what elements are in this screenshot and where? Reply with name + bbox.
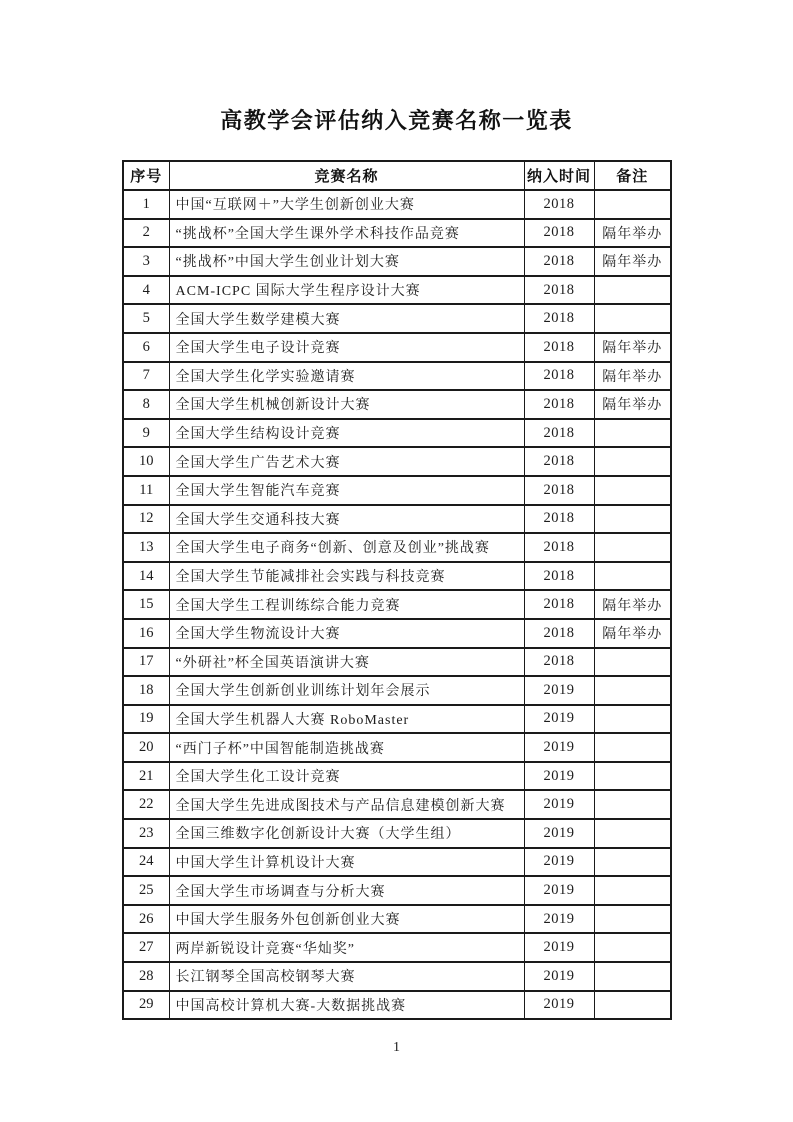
table-row [123, 819, 671, 848]
row-index: 13 [123, 533, 169, 562]
inclusion-year: 2018 [524, 648, 594, 677]
remark [594, 991, 671, 1020]
competition-name: 全国大学生创新创业训练计划年会展示 [169, 676, 524, 705]
row-index: 19 [123, 705, 169, 734]
remark [594, 190, 671, 219]
table-row [123, 590, 671, 619]
table-row [123, 362, 671, 391]
remark [594, 447, 671, 476]
inclusion-year: 2018 [524, 276, 594, 305]
inclusion-year: 2019 [524, 762, 594, 791]
table-row [123, 505, 671, 534]
table-row [123, 333, 671, 362]
inclusion-year: 2019 [524, 991, 594, 1020]
remark [594, 819, 671, 848]
inclusion-year: 2019 [524, 705, 594, 734]
inclusion-year: 2019 [524, 676, 594, 705]
inclusion-year: 2019 [524, 962, 594, 991]
table-row [123, 848, 671, 877]
col-header-remark: 备注 [594, 161, 671, 190]
row-index: 29 [123, 991, 169, 1020]
table-row [123, 190, 671, 219]
row-index: 16 [123, 619, 169, 648]
row-index: 25 [123, 876, 169, 905]
inclusion-year: 2019 [524, 905, 594, 934]
table-row [123, 762, 671, 791]
table-header [123, 161, 671, 190]
inclusion-year: 2019 [524, 819, 594, 848]
competition-name: “挑战杯”全国大学生课外学术科技作品竞赛 [169, 219, 524, 248]
table-row [123, 390, 671, 419]
competition-name: 中国大学生服务外包创新创业大赛 [169, 905, 524, 934]
table-body [123, 190, 671, 1019]
competition-name: 全国大学生市场调查与分析大赛 [169, 876, 524, 905]
inclusion-year: 2018 [524, 505, 594, 534]
remark: 隔年举办 [594, 590, 671, 619]
remark: 隔年举办 [594, 247, 671, 276]
row-index: 7 [123, 362, 169, 391]
inclusion-year: 2019 [524, 733, 594, 762]
table-row [123, 905, 671, 934]
inclusion-year: 2018 [524, 476, 594, 505]
col-header-year: 纳入时间 [524, 161, 594, 190]
row-index: 17 [123, 648, 169, 677]
row-index: 28 [123, 962, 169, 991]
competition-name: 全国三维数字化创新设计大赛（大学生组） [169, 819, 524, 848]
remark [594, 419, 671, 448]
inclusion-year: 2019 [524, 790, 594, 819]
row-index: 5 [123, 304, 169, 333]
remark [594, 705, 671, 734]
competitions-table [122, 160, 672, 1020]
inclusion-year: 2018 [524, 533, 594, 562]
competition-name: 全国大学生工程训练综合能力竞赛 [169, 590, 524, 619]
remark [594, 676, 671, 705]
row-index: 8 [123, 390, 169, 419]
remark [594, 933, 671, 962]
competition-name: 全国大学生先进成图技术与产品信息建模创新大赛 [169, 790, 524, 819]
header-row [123, 161, 671, 190]
table-row [123, 790, 671, 819]
row-index: 9 [123, 419, 169, 448]
table-row [123, 962, 671, 991]
table-row [123, 533, 671, 562]
competition-name: 全国大学生数学建模大赛 [169, 304, 524, 333]
row-index: 14 [123, 562, 169, 591]
inclusion-year: 2018 [524, 304, 594, 333]
remark [594, 476, 671, 505]
remark [594, 562, 671, 591]
table-row [123, 991, 671, 1020]
col-header-name: 竞赛名称 [169, 161, 524, 190]
inclusion-year: 2018 [524, 419, 594, 448]
remark [594, 304, 671, 333]
competition-name: 长江钢琴全国高校钢琴大赛 [169, 962, 524, 991]
competition-name: 全国大学生节能减排社会实践与科技竞赛 [169, 562, 524, 591]
inclusion-year: 2018 [524, 562, 594, 591]
table-row [123, 219, 671, 248]
remark [594, 648, 671, 677]
competition-name: 全国大学生智能汽车竞赛 [169, 476, 524, 505]
remark [594, 733, 671, 762]
row-index: 21 [123, 762, 169, 791]
remark [594, 848, 671, 877]
row-index: 27 [123, 933, 169, 962]
table-row [123, 676, 671, 705]
table-row [123, 304, 671, 333]
inclusion-year: 2019 [524, 848, 594, 877]
remark [594, 276, 671, 305]
competition-name: 全国大学生化学实验邀请赛 [169, 362, 524, 391]
col-header-index: 序号 [123, 161, 169, 190]
table-row [123, 419, 671, 448]
inclusion-year: 2018 [524, 190, 594, 219]
inclusion-year: 2019 [524, 876, 594, 905]
competition-name: 全国大学生化工设计竞赛 [169, 762, 524, 791]
competition-name: “西门子杯”中国智能制造挑战赛 [169, 733, 524, 762]
inclusion-year: 2018 [524, 590, 594, 619]
competition-name: 两岸新锐设计竞赛“华灿奖” [169, 933, 524, 962]
table-row [123, 876, 671, 905]
table-row [123, 447, 671, 476]
competition-name: 全国大学生电子商务“创新、创意及创业”挑战赛 [169, 533, 524, 562]
inclusion-year: 2018 [524, 390, 594, 419]
row-index: 1 [123, 190, 169, 219]
row-index: 23 [123, 819, 169, 848]
remark [594, 876, 671, 905]
remark: 隔年举办 [594, 219, 671, 248]
row-index: 24 [123, 848, 169, 877]
row-index: 15 [123, 590, 169, 619]
inclusion-year: 2018 [524, 247, 594, 276]
remark [594, 505, 671, 534]
competition-name: 全国大学生结构设计竞赛 [169, 419, 524, 448]
competition-name: “外研社”杯全国英语演讲大赛 [169, 648, 524, 677]
remark [594, 790, 671, 819]
page-title: 高教学会评估纳入竞赛名称一览表 [220, 108, 573, 133]
competition-name: 中国“互联网＋”大学生创新创业大赛 [169, 190, 524, 219]
table-row [123, 276, 671, 305]
competition-name: 中国高校计算机大赛-大数据挑战赛 [169, 991, 524, 1020]
inclusion-year: 2018 [524, 619, 594, 648]
competition-name: 全国大学生电子设计竞赛 [169, 333, 524, 362]
table-row [123, 733, 671, 762]
row-index: 11 [123, 476, 169, 505]
remark [594, 962, 671, 991]
remark [594, 762, 671, 791]
inclusion-year: 2018 [524, 333, 594, 362]
table-row [123, 705, 671, 734]
competition-name: 全国大学生广告艺术大赛 [169, 447, 524, 476]
row-index: 6 [123, 333, 169, 362]
inclusion-year: 2018 [524, 219, 594, 248]
row-index: 18 [123, 676, 169, 705]
table-row [123, 648, 671, 677]
remark: 隔年举办 [594, 619, 671, 648]
row-index: 2 [123, 219, 169, 248]
row-index: 26 [123, 905, 169, 934]
row-index: 22 [123, 790, 169, 819]
table-row [123, 619, 671, 648]
inclusion-year: 2018 [524, 362, 594, 391]
row-index: 10 [123, 447, 169, 476]
competition-name: 全国大学生机器人大赛 RoboMaster [169, 705, 524, 734]
competition-name: “挑战杯”中国大学生创业计划大赛 [169, 247, 524, 276]
table-row [123, 933, 671, 962]
remark: 隔年举办 [594, 362, 671, 391]
competition-name: 全国大学生物流设计大赛 [169, 619, 524, 648]
remark: 隔年举办 [594, 390, 671, 419]
table-row [123, 562, 671, 591]
competition-name: 中国大学生计算机设计大赛 [169, 848, 524, 877]
inclusion-year: 2018 [524, 447, 594, 476]
row-index: 12 [123, 505, 169, 534]
competition-name: 全国大学生交通科技大赛 [169, 505, 524, 534]
row-index: 3 [123, 247, 169, 276]
table-row [123, 476, 671, 505]
competition-name: 全国大学生机械创新设计大赛 [169, 390, 524, 419]
table-row [123, 247, 671, 276]
remark: 隔年举办 [594, 333, 671, 362]
competition-name: ACM-ICPC 国际大学生程序设计大赛 [169, 276, 524, 305]
row-index: 20 [123, 733, 169, 762]
page-number: 1 [393, 1040, 400, 1055]
inclusion-year: 2019 [524, 933, 594, 962]
row-index: 4 [123, 276, 169, 305]
remark [594, 905, 671, 934]
remark [594, 533, 671, 562]
